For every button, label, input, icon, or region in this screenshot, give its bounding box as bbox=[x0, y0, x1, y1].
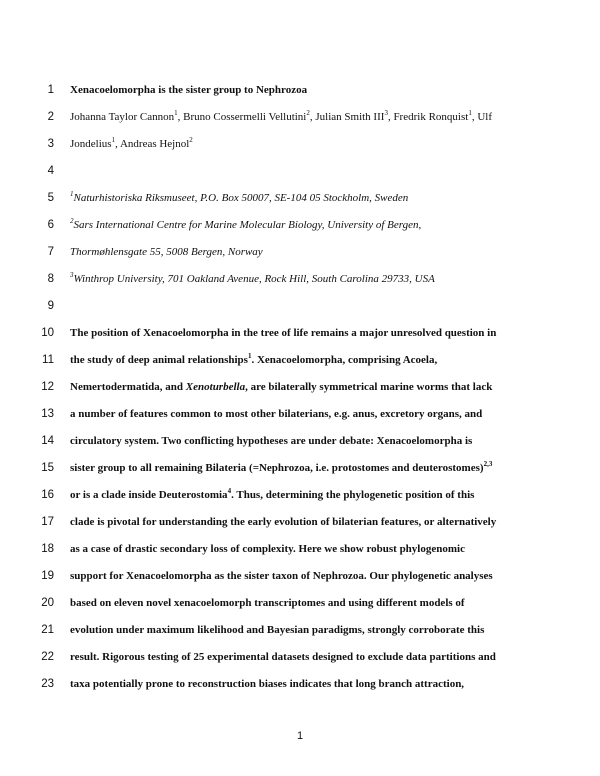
manuscript-line bbox=[0, 674, 600, 694]
manuscript-line bbox=[0, 107, 600, 127]
line-number: 12 bbox=[41, 381, 54, 393]
manuscript-line bbox=[0, 620, 600, 640]
manuscript-line bbox=[0, 566, 600, 586]
abstract-text: clade is pivotal for understanding the early evolution of bilaterian features, or alternatively bbox=[70, 516, 497, 528]
affiliation-marker: 2 bbox=[306, 109, 310, 117]
manuscript-line bbox=[0, 647, 600, 667]
author-name: , Fredrik Ronquist bbox=[387, 111, 469, 123]
author-name: , Julian Smith III bbox=[309, 111, 385, 123]
line-number: 3 bbox=[47, 138, 54, 150]
citation-marker: 1 bbox=[247, 352, 252, 360]
abstract-text: evolution under maximum likelihood and Bayesian paradigms, strongly corroborate this bbox=[70, 624, 485, 636]
text-run: . Thus, determining the phylogenetic position of this bbox=[231, 489, 475, 501]
abstract-text: result. Rigorous testing of 25 experimental datasets designed to exclude data partitions and bbox=[70, 651, 496, 663]
line-number: 13 bbox=[41, 408, 54, 420]
text-run: , are bilaterally symmetrical marine worms that lack bbox=[245, 381, 493, 393]
line-number: 21 bbox=[41, 624, 54, 636]
manuscript-line bbox=[0, 134, 600, 154]
author-list bbox=[70, 107, 540, 127]
line-number: 6 bbox=[47, 219, 54, 231]
text-run: or is a clade inside Deuterostomia bbox=[70, 489, 228, 501]
affiliation-marker: 1 bbox=[70, 190, 74, 198]
author-name: , Ulf bbox=[471, 111, 492, 123]
affiliation-marker: 2 bbox=[70, 217, 74, 225]
manuscript-line bbox=[0, 512, 600, 532]
abstract-text: taxa potentially prone to reconstruction biases indicates that long branch attraction, bbox=[70, 678, 465, 690]
line-number: 15 bbox=[41, 462, 54, 474]
page-number: 1 bbox=[296, 730, 304, 742]
manuscript-line bbox=[0, 539, 600, 559]
text-run: the study of deep animal relationships bbox=[70, 354, 248, 366]
affiliation-text: Winthrop University, 701 Oakland Avenue, Rock Hill, South Carolina 29733, USA bbox=[73, 273, 435, 285]
line-number: 22 bbox=[41, 651, 54, 663]
text-run: Nemertodermatida, and bbox=[70, 381, 186, 393]
manuscript-line bbox=[0, 431, 600, 451]
abstract-text: The position of Xenacoelomorpha in the tree of life remains a major unresolved question in bbox=[70, 327, 497, 339]
affiliation bbox=[70, 215, 540, 235]
line-number: 20 bbox=[41, 597, 54, 609]
line-number: 17 bbox=[41, 516, 54, 528]
manuscript-line bbox=[0, 188, 600, 208]
text-run: sister group to all remaining Bilateria (=Nephrozoa, i.e. protostomes and deuterostomes) bbox=[70, 462, 484, 474]
affiliation-marker: 3 bbox=[384, 109, 388, 117]
manuscript-line bbox=[0, 215, 600, 235]
manuscript-line bbox=[0, 593, 600, 613]
affiliation-text: Thormøhlensgate 55, 5008 Bergen, Norway bbox=[70, 246, 263, 258]
line-number: 4 bbox=[47, 165, 54, 177]
affiliation bbox=[70, 269, 540, 289]
text-run: . Xenacoelomorpha, comprising Acoela, bbox=[251, 354, 438, 366]
affiliation-text: Naturhistoriska Riksmuseet, P.O. Box 50007, SE-104 05 Stockholm, Sweden bbox=[73, 192, 409, 204]
line-number: 8 bbox=[47, 273, 54, 285]
manuscript-line bbox=[0, 458, 600, 478]
manuscript-line bbox=[0, 323, 600, 343]
manuscript-line bbox=[0, 485, 600, 505]
line-number: 9 bbox=[47, 300, 54, 312]
line-number: 23 bbox=[41, 678, 54, 690]
line-number: 11 bbox=[42, 354, 54, 366]
line-number: 14 bbox=[41, 435, 54, 447]
affiliation-marker: 1 bbox=[111, 136, 116, 144]
abstract-text: a number of features common to most other bilaterians, e.g. anus, excretory organs, and bbox=[70, 408, 483, 420]
line-number: 18 bbox=[41, 543, 54, 555]
manuscript-line bbox=[0, 377, 600, 397]
manuscript-line bbox=[0, 404, 600, 424]
line-number: 10 bbox=[41, 327, 54, 339]
citation-marker: 4 bbox=[227, 487, 232, 495]
paper-title: Xenacoelomorpha is the sister group to Nephrozoa bbox=[70, 84, 308, 96]
author-list bbox=[70, 134, 540, 154]
abstract-text: as a case of drastic secondary loss of complexity. Here we show robust phylogenomic bbox=[70, 543, 465, 555]
abstract-text: circulatory system. Two conflicting hypotheses are under debate: Xenacoelomorpha is bbox=[70, 435, 473, 447]
italic-taxon: Xenoturbella bbox=[185, 381, 246, 393]
line-number: 5 bbox=[47, 192, 54, 204]
abstract-text: based on eleven novel xenacoelomorph transcriptomes and using different models of bbox=[70, 597, 465, 609]
abstract-text bbox=[70, 350, 540, 370]
affiliation-marker: 3 bbox=[70, 271, 74, 279]
affiliation-text: Sars International Centre for Marine Molecular Biology, University of Bergen, bbox=[73, 219, 422, 231]
affiliation-marker: 1 bbox=[174, 109, 178, 117]
line-number: 7 bbox=[47, 246, 54, 258]
manuscript-line bbox=[0, 269, 600, 289]
author-name: , Andreas Hejnol bbox=[115, 138, 190, 150]
line-number: 19 bbox=[41, 570, 54, 582]
abstract-text bbox=[70, 458, 540, 478]
line-number: 2 bbox=[47, 111, 54, 123]
manuscript-line bbox=[0, 296, 600, 316]
author-name: Jondelius bbox=[70, 138, 112, 150]
author-name: Johanna Taylor Cannon bbox=[70, 111, 175, 123]
manuscript-line bbox=[0, 350, 600, 370]
manuscript-line bbox=[0, 161, 600, 181]
abstract-text bbox=[70, 377, 540, 397]
abstract-text bbox=[70, 485, 540, 505]
manuscript-line bbox=[0, 80, 600, 100]
citation-marker: 2,3 bbox=[483, 460, 493, 468]
affiliation bbox=[70, 188, 540, 208]
affiliation-marker: 1 bbox=[468, 109, 472, 117]
affiliation-marker: 2 bbox=[189, 136, 193, 144]
abstract-text: support for Xenacoelomorpha as the sister taxon of Nephrozoa. Our phylogenetic analyses bbox=[70, 570, 493, 582]
line-number: 1 bbox=[47, 84, 54, 96]
author-name: , Bruno Cossermelli Vellutini bbox=[177, 111, 307, 123]
line-number: 16 bbox=[41, 489, 54, 501]
manuscript-line bbox=[0, 242, 600, 262]
